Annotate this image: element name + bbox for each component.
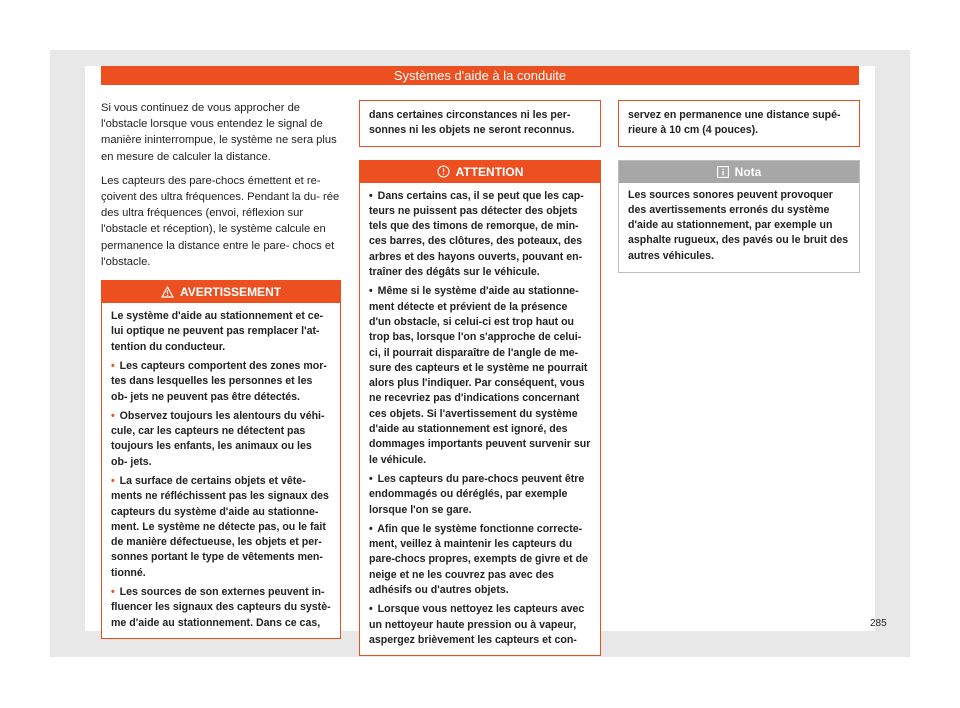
warning-intro: Le système d'aide au stationnement et ce- lui optique ne peuvent pas remplacer l'at- tention du conducteur. [111,310,324,353]
attention-item: • Même si le système d'aide au stationne- ment détecte et prévient de la présence d'un obstacle, si celui-ci est trop haut ou trop bas, lorsque l'on s'approche de celui- ci, il pourrait disparaître de l'angle de me- sure des capteurs et le système ne pourrait alors plus l'indiquer. Par conséquent, vous ne recevriez pas d'indications concernant ces objets. Si l'avertissement du système d'aide au stationnement est ignoré, des dommages importants peuvent survenir sur le véhicule. [369,285,591,466]
column-middle [359,100,601,656]
warning-continuation-text: dans certaines circonstances ni les per- sonnes ni les objets ne seront reconnus. [369,109,575,137]
bullet-icon: • [369,603,373,616]
bullet-icon: • [369,522,373,535]
attention-body [360,183,600,656]
warning-title: AVERTISSEMENT [179,285,282,300]
bullet-icon: • [369,189,373,202]
warning-continuation-box [359,100,601,147]
attention-item: • Afin que le système fonctionne correcte- ment, veillez à maintenir les capteurs du pare-chocs propres, exempts de givre et de neige et ne les couvrez pas avec des adhésifs ou d'autres objets. [369,522,589,597]
warning-triangle-icon [161,286,174,298]
bullet-icon: • [111,586,115,599]
body-paragraph: Les capteurs des pare-chocs émettent et re- çoivent des ultra fréquences. Pendant la du- rée des ultra fréquences (envoi, réflexion sur l'obstacle et réception), le système calcule en permanence la distance entre le pare- chocs et l'obstacle. [101,174,340,268]
attention-box-header [360,161,600,183]
attention-item: • Lorsque vous nettoyez les capteurs avec un nettoyeur haute pression ou à vapeur, aspergez brièvement les capteurs et con- [369,603,585,646]
attention-title: ATTENTION [455,164,524,179]
warning-box [101,280,341,639]
info-icon [717,166,729,178]
bullet-icon: • [111,409,115,422]
page-number: 285 [870,618,887,629]
warning-item: • Observez toujours les alentours du véhi- cule, car les capteurs ne détectent pas toujours les enfants, les animaux ou les ob- jets. [111,409,325,468]
warning-item: • Les capteurs comportent des zones mor- tes dans lesquelles les personnes et les ob- jets ne peuvent pas être détectés. [111,359,327,403]
bullet-icon: • [369,472,373,485]
column-left [101,100,341,639]
warning-item: • Les sources de son externes peuvent in- fluencer les signaux des capteurs du systè- me d'aide au stationnement. Dans ce cas, [111,586,331,629]
column-right [618,100,860,273]
bullet-icon: • [111,475,115,487]
attention-item: • Les capteurs du pare-chocs peuvent être endommagés ou déréglés, par exemple lorsque l'on se gare. [369,472,585,516]
attention-item: • Dans certains cas, il se peut que les cap- teurs ne puissent pas détecter des objets tels que des timons de remorque, de min- ces barres, des clôtures, des poteaux, des arbres et des hayons ouverts, pouvant en- traîner des dégâts sur le véhicule. [369,189,584,279]
body-paragraph: Si vous continuez de vous approcher de l'obstacle lorsque vous entendez le signal de manière ininterrompue, le système ne sera plus en mesure de calculer la distance. [101,102,337,163]
note-title: Nota [734,164,762,179]
bullet-icon: • [369,285,373,298]
section-header: Systèmes d'aide à la conduite [101,66,859,85]
note-text: Les sources sonores peuvent provoquer des avertissements erronés du système d'aide au stationnement, par exemple un asphalte rugueux, des pavés ou le bruit des autres véhicules. [628,188,849,262]
warning-box-header [102,281,340,303]
note-body [619,183,859,272]
warning-item: • La surface de certains objets et vête- ments ne réfléchissent pas les signaux des capteurs du système d'aide au stationne- ment. Le système ne détecte pas, ou le fait de manière défectueuse, les objets et per- sonnes portant le type de vêtements men- tionné. [111,475,329,579]
exclamation-circle-icon [437,165,450,178]
bullet-icon: • [111,359,115,372]
note-box [618,160,860,273]
note-box-header [619,161,859,183]
attention-box [359,160,601,657]
attention-continuation-text: servez en permanence une distance supé- rieure à 10 cm (4 pouces). [628,109,841,137]
attention-continuation-box [618,100,860,147]
warning-body [102,303,340,638]
